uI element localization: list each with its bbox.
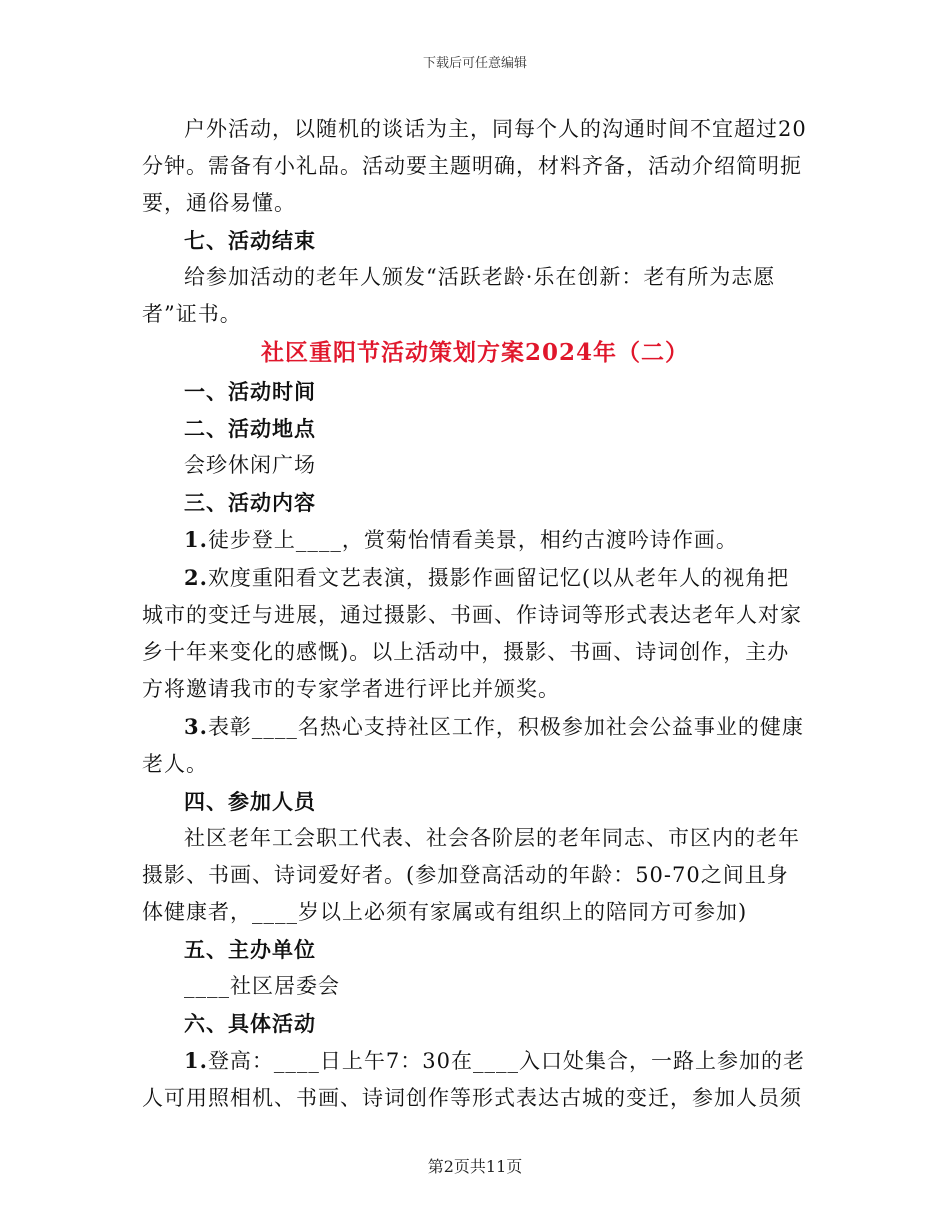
paragraph-section-7: 给参加活动的老年人颁发“活跃老龄·乐在创新：老有所为志愿者”证书。 (142, 265, 776, 326)
activity-item-1-text: 登高：____日上午7：30在____入口处集合，一路上参加的老人可用照相机、书画、诗词创作等形式表达古城的变迁，参加人员须 (142, 1049, 806, 1110)
paragraph-section-5: ____社区居委会 (184, 974, 340, 998)
paragraph-section-2: 会珍休闲广场 (184, 453, 316, 477)
section-heading-1: 一、活动时间 (184, 379, 316, 404)
list-item-2-text: 欢度重阳看文艺表演，摄影作画留记忆(以从老年人的视角把城市的变迁与进展，通过摄影、书画、作诗词等形式表达老年人对家乡十年来变化的感慨)。以上活动中，摄影、书画、诗词创作，主办方将邀请我市的专家学者进行评比并颁奖。 (142, 566, 802, 701)
list-item-3 (142, 708, 808, 783)
section-heading-5: 五、主办单位 (184, 937, 316, 962)
section-heading-3: 三、活动内容 (184, 490, 316, 515)
section-heading-2: 二、活动地点 (184, 416, 316, 441)
list-item-2-number: 2. (184, 565, 208, 590)
activity-item-1-number: 1. (184, 1048, 208, 1073)
section-heading-6: 六、具体活动 (184, 1011, 316, 1036)
section-heading-4: 四、参加人员 (184, 789, 316, 814)
list-item-1 (142, 521, 808, 559)
list-item-3-number: 3. (184, 714, 208, 739)
document-title: 社区重阳节活动策划方案2024年（二） (260, 339, 689, 366)
page-header: 下载后可任意编辑 (422, 56, 527, 71)
section-heading-7: 七、活动结束 (184, 228, 316, 253)
paragraph-intro: 户外活动，以随机的谈话为主，同每个人的沟通时间不宜超过20分钟。需备有小礼品。活动要主题明确，材料齐备，活动介绍简明扼要，通俗易懂。 (142, 117, 807, 215)
activity-item-1 (142, 1042, 808, 1117)
list-item-3-text: 表彰____名热心支持社区工作，积极参加社会公益事业的健康老人。 (142, 715, 804, 776)
document-body (142, 111, 808, 1117)
paragraph-section-4: 社区老年工会职工代表、社会各阶层的老年同志、市区内的老年摄影、书画、诗词爱好者。(参加登高活动的年龄：50-70之间且身体健康者，____岁以上必须有家属或有组织上的陪同方可参加) (142, 826, 800, 924)
page-footer: 第2页共11页 (427, 1157, 523, 1176)
list-item-1-text: 徒步登上____，赏菊怡情看美景，相约古渡吟诗作画。 (207, 528, 738, 552)
list-item-2 (142, 559, 808, 708)
list-item-1-number: 1. (184, 527, 208, 552)
